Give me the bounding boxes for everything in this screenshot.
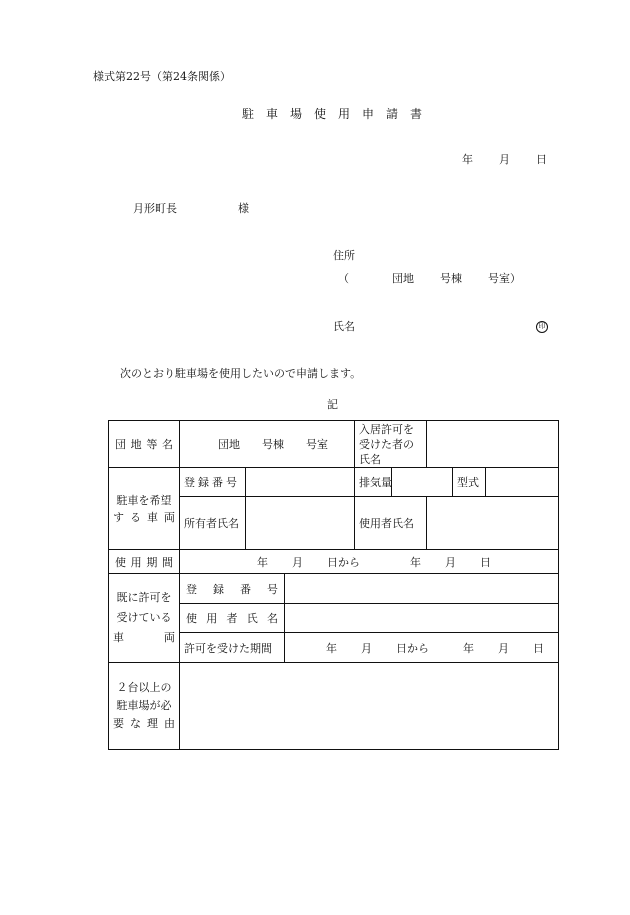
table-row: [109, 663, 559, 750]
permitted-to-day: 日: [533, 641, 544, 655]
resident-name-field[interactable]: [427, 421, 559, 468]
desired-vehicle-label: [109, 468, 180, 550]
permitted-from-month: 月: [361, 641, 372, 655]
period-from-year: 年: [257, 555, 268, 569]
row1-gotou: 号棟: [262, 438, 284, 451]
date-month-label: 月: [499, 153, 510, 166]
address-label: 住所: [333, 249, 355, 262]
desired-vehicle-label-line1: 駐車を希望: [116, 493, 172, 507]
row1-danchi: 団地: [218, 438, 240, 451]
address-gotou: 号棟: [440, 272, 462, 285]
address-goshitsu: 号室）: [488, 272, 521, 285]
period-field[interactable]: [180, 550, 559, 574]
permitted-period-label: 許可を受けた期間: [180, 633, 285, 663]
addressee-name: 月形町長: [133, 202, 177, 215]
addressee-honorific: 様: [238, 202, 249, 215]
row1-goshitsu: 号室: [306, 438, 328, 451]
ki-heading: 記: [327, 398, 338, 411]
table-row: [109, 550, 559, 574]
period-to-year: 年: [410, 555, 421, 569]
permitted-vehicle-label: [109, 574, 180, 663]
resident-name-label: 入居許可を受けた者の氏名: [355, 421, 427, 468]
permitted-user-label: 使用者氏名: [180, 604, 285, 633]
address-open-paren: （: [338, 272, 349, 285]
table-row: [109, 421, 559, 468]
owner-name-field[interactable]: [246, 497, 355, 550]
table-row: [109, 574, 559, 604]
form-number: 様式第22号（第24条関係）: [93, 70, 231, 83]
desired-vehicle-label-line2: する車両: [113, 510, 175, 524]
permitted-from-year: 年: [326, 641, 337, 655]
owner-name-label: 所有者氏名: [180, 497, 246, 550]
reason-label-line2: 駐車場が必: [116, 699, 172, 712]
reason-label-line1: ２台以上の: [116, 681, 172, 694]
permitted-from-day: 日から: [396, 641, 429, 655]
date-day-label: 日: [536, 153, 547, 166]
reason-field[interactable]: [180, 663, 559, 750]
address-danchi: 団地: [392, 272, 414, 285]
table-row: [109, 468, 559, 497]
name-label: 氏名: [333, 320, 355, 333]
date-year-label: 年: [462, 153, 473, 166]
registration-no-field[interactable]: [246, 468, 355, 497]
displacement-field[interactable]: [392, 468, 453, 497]
period-from-day: 日から: [327, 555, 360, 569]
permitted-to-year: 年: [463, 641, 474, 655]
period-to-month: 月: [445, 555, 456, 569]
document-title: 駐車場使用申請書: [242, 107, 435, 121]
permitted-vehicle-label-line1: 既に許可を: [116, 591, 172, 604]
period-to-day: 日: [480, 555, 491, 569]
permitted-vehicle-label-line2: 受けている: [116, 611, 172, 624]
permitted-registration-label: 登録番号: [180, 574, 285, 604]
danchi-label: 団地等名: [109, 421, 180, 468]
intro-text: 次のとおり駐車場を使用したいので申請します。: [120, 367, 362, 380]
permitted-to-month: 月: [498, 641, 509, 655]
permitted-user-field[interactable]: [285, 604, 559, 633]
permitted-vehicle-label-line3: 車両: [113, 631, 175, 644]
user-name-label: 使用者氏名: [355, 497, 427, 550]
period-from-month: 月: [292, 555, 303, 569]
reason-label-line3: 要な理由: [113, 717, 175, 730]
danchi-value-cell[interactable]: [180, 421, 355, 468]
permitted-period-field[interactable]: [285, 633, 559, 663]
application-table: [108, 420, 559, 750]
seal-mark: [536, 318, 548, 333]
model-field[interactable]: [486, 468, 559, 497]
user-name-field[interactable]: [427, 497, 559, 550]
registration-no-label: 登録番号: [180, 468, 246, 497]
seal-icon: 印: [536, 321, 548, 333]
period-label: 使用期間: [109, 550, 180, 574]
permitted-registration-field[interactable]: [285, 574, 559, 604]
displacement-label: 排気量: [355, 468, 392, 497]
model-label: 型式: [453, 468, 486, 497]
reason-label: [109, 663, 180, 750]
